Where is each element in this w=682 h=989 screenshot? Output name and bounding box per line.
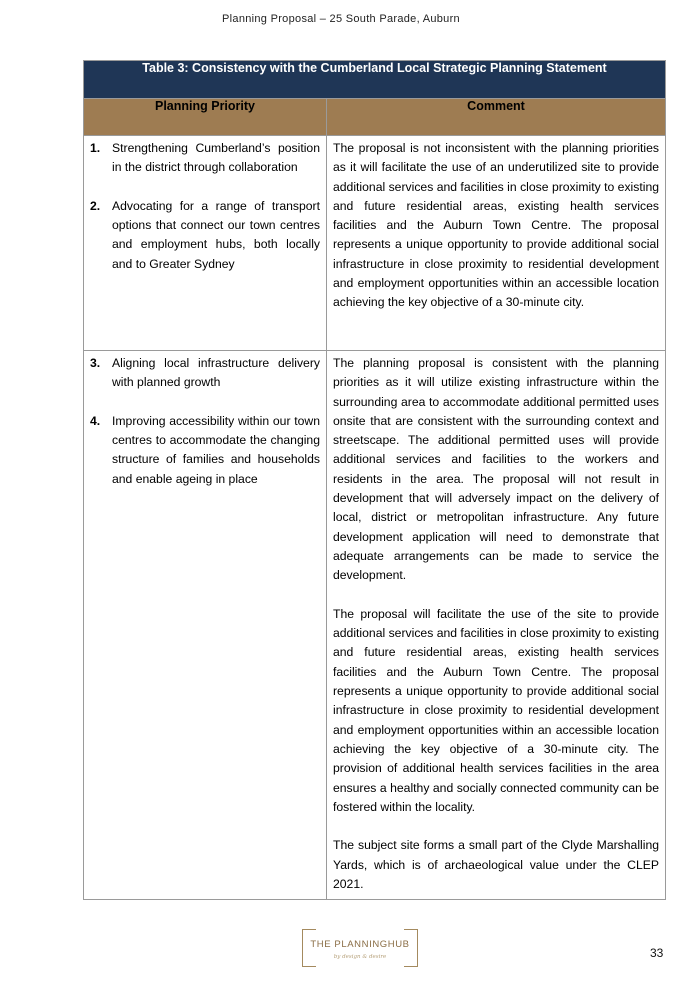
priority-text: Strengthening Cumberland’s position in the district through collaboration bbox=[112, 141, 320, 175]
table-title: Table 3: Consistency with the Cumberland Local Strategic Planning Statement bbox=[84, 61, 666, 99]
page-number: 33 bbox=[650, 946, 664, 960]
comment-paragraph: The subject site forms a small part of the Clyde Marshalling Yards, which is of archaeological value under the CLEP 2021. bbox=[333, 838, 659, 892]
priority-item bbox=[90, 354, 320, 393]
logo-name: THE PLANNINGHUB bbox=[310, 939, 410, 950]
priority-number: 3. bbox=[90, 356, 101, 370]
priority-text: Advocating for a range of transport options that connect our town centres and employment hubs, both locally and to Greater Sydney bbox=[112, 198, 320, 271]
logo-tagline: by design & desire bbox=[333, 954, 387, 960]
priority-cell bbox=[84, 351, 327, 900]
priority-number: 2. bbox=[90, 198, 101, 213]
priority-number: 4. bbox=[90, 413, 101, 428]
priority-cell bbox=[84, 136, 327, 351]
planninghub-logo bbox=[302, 929, 418, 967]
column-header-comment: Comment bbox=[327, 99, 666, 136]
comment-paragraph: The proposal is not inconsistent with the planning priorities as it will facilitate the use of an underutilized site to provide additional services and facilities in close proximity to existing and future residential areas, existing health services facilities and the Auburn Town Centre. The proposal represents a unique opportunity to provide additional social infrastructure in close proximity to residential development and employment opportunities within an accessible location achieving the key objective of a 30-minute city. bbox=[333, 141, 659, 310]
comment-paragraph: The planning proposal is consistent with the planning priorities as it will utilize existing infrastructure within the surrounding area to accommodate additional permitted uses onsite that are consistent with the surrounding context and streetscape. The additional permitted uses will provide additional services and facilities to the workers and residents in the area. The proposal will not result in development that will adversely impact on the delivery of local, district or metropolitan infrastructure. Any future development application will need to demonstrate that adequate arrangements can be made to service the development. bbox=[333, 356, 659, 583]
priority-item bbox=[90, 412, 320, 489]
comment-cell bbox=[327, 136, 666, 351]
consistency-table bbox=[83, 60, 666, 900]
table-row bbox=[84, 351, 666, 900]
priority-number: 1. bbox=[90, 141, 101, 155]
column-header-priority: Planning Priority bbox=[84, 99, 327, 136]
comment-paragraph: The proposal will facilitate the use of the site to provide additional services and facilities in close proximity to existing and future residential areas, existing health services facilities and the Auburn Town Centre. The proposal represents a unique opportunity to provide additional social infrastructure in close proximity to residential development and employment opportunities within an accessible location achieving the key objective of a 30-minute city. The provision of additional health services facilities in the area ensures a healthy and socially connected community can be fostered within the locality. bbox=[333, 606, 659, 814]
priority-item bbox=[90, 139, 320, 178]
comment-cell bbox=[327, 351, 666, 900]
priority-text: Aligning local infrastructure delivery with planned growth bbox=[112, 356, 320, 390]
running-header: Planning Proposal – 25 South Parade, Auburn bbox=[222, 13, 460, 25]
priority-item bbox=[90, 197, 320, 274]
table-row bbox=[84, 136, 666, 351]
priority-text: Improving accessibility within our town centres to accommodate the changing structure of families and households and enable ageing in place bbox=[112, 413, 320, 486]
